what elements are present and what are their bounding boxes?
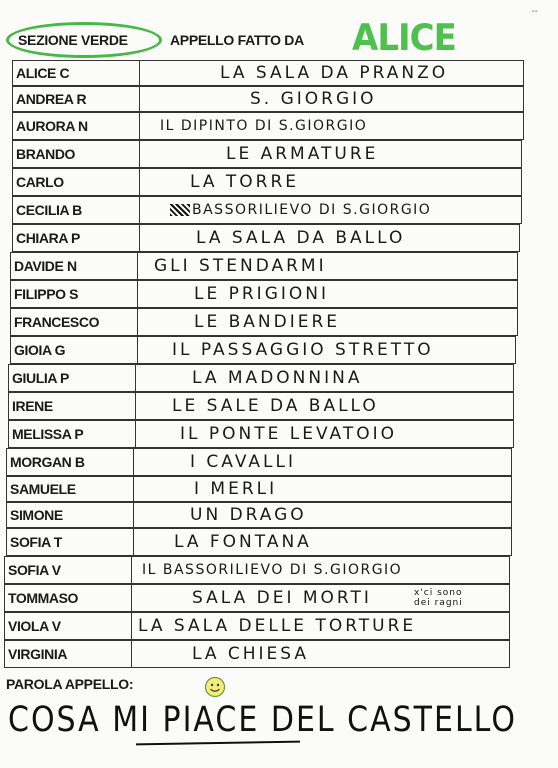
student-answer: I MERLI bbox=[194, 479, 278, 499]
student-answer-cell bbox=[132, 640, 510, 668]
student-answer: LA SALA DELLE TORTURE bbox=[138, 616, 417, 636]
student-name: TOMMASO bbox=[4, 584, 132, 612]
roster-row bbox=[12, 86, 524, 112]
student-answer-cell bbox=[140, 112, 524, 140]
student-answer-cell bbox=[140, 140, 522, 168]
student-answer: LA MADONNINA bbox=[192, 368, 363, 388]
student-name: CHIARA P bbox=[12, 224, 140, 252]
student-answer: IL DIPINTO DI S.GIORGIO bbox=[160, 118, 368, 134]
student-answer-cell bbox=[134, 448, 512, 476]
student-name: GIOIA G bbox=[10, 336, 138, 364]
roster-row bbox=[6, 448, 512, 476]
student-answer: LE BANDIERE bbox=[194, 312, 341, 332]
roster-row bbox=[12, 168, 522, 196]
student-name: SIMONE bbox=[6, 502, 134, 528]
student-name: MORGAN B bbox=[6, 448, 134, 476]
student-answer: SALA DEI MORTI bbox=[192, 588, 372, 608]
roster-row bbox=[6, 528, 512, 556]
reporter-name: ALICE bbox=[352, 16, 456, 60]
student-answer-cell bbox=[134, 476, 512, 502]
student-answer: BASSORILIEVO DI S.GIORGIO bbox=[192, 202, 432, 218]
roster-row bbox=[10, 280, 518, 308]
student-name: AURORA N bbox=[12, 112, 140, 140]
student-answer-cell bbox=[134, 502, 512, 528]
student-answer-cell bbox=[140, 86, 524, 112]
student-answer-cell bbox=[132, 556, 510, 584]
student-answer: IL PASSAGGIO STRETTO bbox=[172, 340, 434, 360]
student-answer-cell bbox=[138, 252, 518, 280]
student-answer: S. GIORGIO bbox=[250, 89, 377, 109]
roster-row bbox=[12, 224, 520, 252]
student-name: GIULIA P bbox=[8, 364, 136, 392]
student-answer: LE SALE DA BALLO bbox=[172, 396, 379, 416]
section-title: SEZIONE VERDE bbox=[18, 32, 128, 48]
roster-row bbox=[10, 252, 518, 280]
parola-appello-label: PAROLA APPELLO: bbox=[6, 676, 134, 692]
student-answer-cell bbox=[140, 60, 524, 86]
student-name: VIOLA V bbox=[4, 612, 132, 640]
crossed-out-scribble bbox=[170, 204, 190, 216]
student-name: FRANCESCO bbox=[10, 308, 138, 336]
student-name: CARLO bbox=[12, 168, 140, 196]
student-answer-cell bbox=[138, 308, 518, 336]
student-answer: LE PRIGIONI bbox=[194, 284, 329, 304]
student-name: SOFIA V bbox=[4, 556, 132, 584]
page-mark: -- bbox=[531, 6, 538, 17]
student-answer: LA SALA DA PRANZO bbox=[220, 63, 449, 83]
roster-row bbox=[6, 476, 512, 502]
student-answer: LA FONTANA bbox=[174, 532, 312, 552]
student-answer: IL PONTE LEVATOIO bbox=[180, 424, 397, 444]
passphrase-text: COSA MI PIACE DEL CASTELLO bbox=[8, 700, 517, 741]
student-name: MELISSA P bbox=[8, 420, 136, 448]
student-name: FILIPPO S bbox=[10, 280, 138, 308]
roster-row bbox=[8, 392, 514, 420]
roster-row bbox=[12, 60, 524, 86]
roster-row bbox=[6, 502, 512, 528]
student-answer-cell bbox=[136, 392, 514, 420]
student-name: BRANDO bbox=[12, 140, 140, 168]
student-answer: LA CHIESA bbox=[192, 644, 310, 664]
roster-row bbox=[12, 140, 522, 168]
student-answer-cell bbox=[140, 224, 520, 252]
roster-row bbox=[4, 640, 510, 668]
roster-row bbox=[10, 336, 516, 364]
roster-row bbox=[4, 612, 510, 640]
student-answer-cell bbox=[134, 528, 512, 556]
roster-row bbox=[8, 420, 514, 448]
roster-row bbox=[4, 584, 510, 612]
student-name: DAVIDE N bbox=[10, 252, 138, 280]
smiley-face-icon bbox=[204, 676, 226, 698]
roster-row bbox=[8, 364, 514, 392]
student-answer: LA TORRE bbox=[190, 172, 300, 192]
roster-row bbox=[12, 112, 524, 140]
student-name: VIRGINIA bbox=[4, 640, 132, 668]
roster-row bbox=[4, 556, 510, 584]
student-answer-cell bbox=[132, 612, 510, 640]
answer-side-note: x'ci sono dei ragni bbox=[414, 588, 463, 608]
student-name: ANDREA R bbox=[12, 86, 140, 112]
student-answer: IL BASSORILIEVO DI S.GIORGIO bbox=[142, 562, 403, 578]
roster-row bbox=[12, 196, 522, 224]
student-name: CECILIA B bbox=[12, 196, 140, 224]
student-answer: UN DRAGO bbox=[190, 505, 307, 525]
student-answer: GLI STENDARMI bbox=[154, 256, 327, 276]
student-answer-cell bbox=[138, 280, 518, 308]
student-name: ALICE C bbox=[12, 60, 140, 86]
student-answer: LA SALA DA BALLO bbox=[196, 228, 406, 248]
student-name: IRENE bbox=[8, 392, 136, 420]
student-name: SAMUELE bbox=[6, 476, 134, 502]
student-answer-cell bbox=[136, 364, 514, 392]
student-answer-cell bbox=[140, 196, 522, 224]
student-answer: LE ARMATURE bbox=[226, 144, 379, 164]
student-name: SOFIA T bbox=[6, 528, 134, 556]
student-answer-cell bbox=[138, 336, 516, 364]
roster-row bbox=[10, 308, 518, 336]
student-answer: I CAVALLI bbox=[190, 452, 296, 472]
student-answer-cell bbox=[140, 168, 522, 196]
student-answer-cell bbox=[136, 420, 514, 448]
appello-label: APPELLO FATTO DA bbox=[170, 32, 304, 48]
